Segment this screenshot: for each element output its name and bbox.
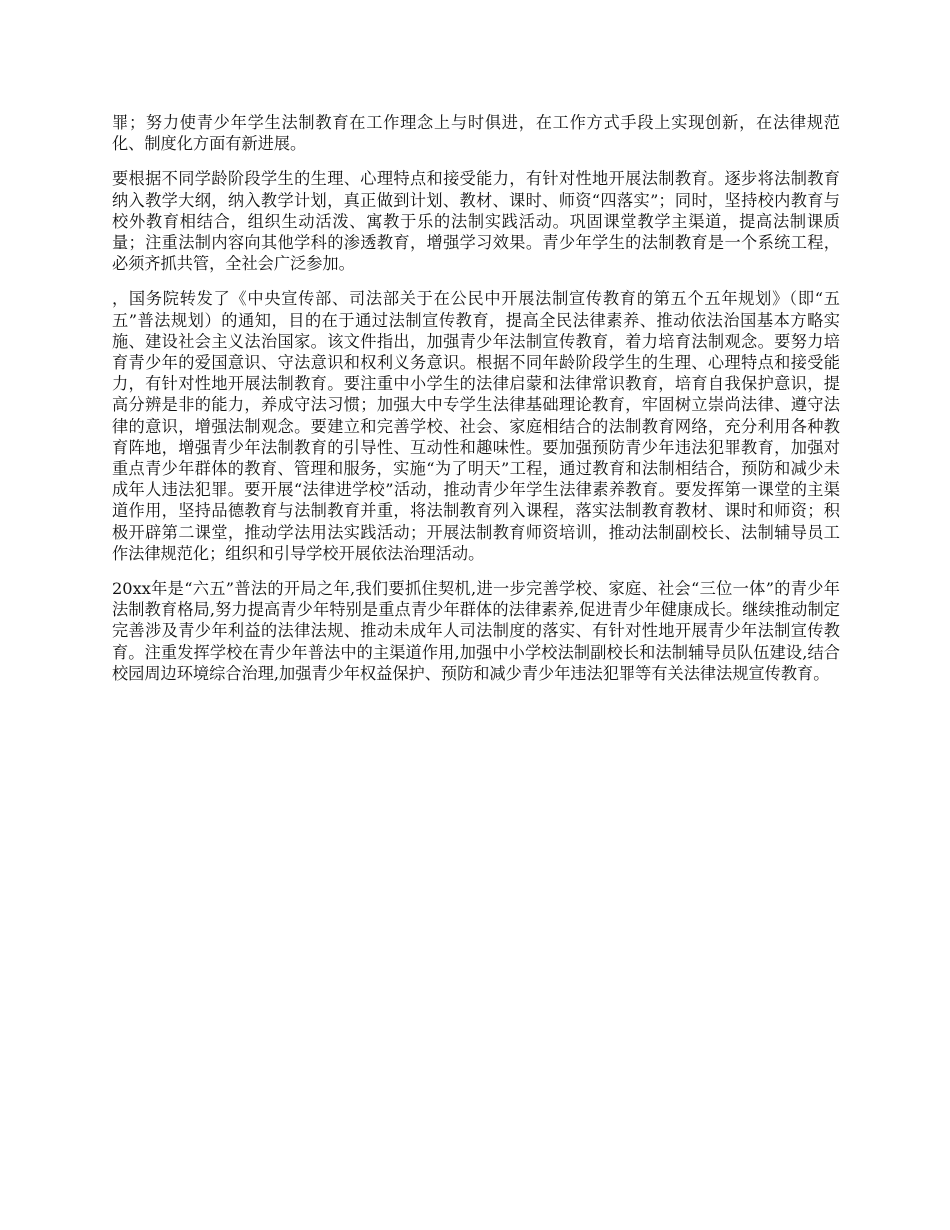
paragraph-3: ，国务院转发了《中央宣传部、司法部关于在公民中开展法制宣传教育的第五个五年规划》（即“五五”普法规划）的通知，目的在于通过法制宣传教育，提高全民法律素养、推动依法治国基本方略实施、建设社会主义法治国家。该文件指出，加强青少年法制宣传教育，着力培育法制观念。要努力培育青少年的爱国意识、守法意识和权利义务意识。根据不同年龄阶段学生的生理、心理特点和接受能力，有针对性地开展法制教育。要注重中小学生的法律启蒙和法律常识教育，培育自我保护意识，提高分辨是非的能力，养成守法习惯；加强大中专学生法律基础理论教育，牢固树立崇尚法律、遵守法律的意识，增强法制观念。要建立和完善学校、社会、家庭相结合的法制教育网络，充分利用各种教育阵地，增强青少年法制教育的引导性、互动性和趣味性。要加强预防青少年违法犯罪教育，加强对重点青少年群体的教育、管理和服务，实施“为了明天”工程，通过教育和法制相结合，预防和减少未成年人违法犯罪。要开展“法律进学校”活动，推动青少年学生法律素养教育。要发挥第一课堂的主渠道作用，坚持品德教育与法制教育并重，将法制教育列入课程，落实法制教育教材、课时和师资；积极开辟第二课堂，推动学法用法实践活动；开展法制教育师资培训，推动法制副校长、法制辅导员工作法律规范化；组织和引导学校开展依法治理活动。 xyxy=(112,289,840,563)
paragraph-1: 罪；努力使青少年学生法制教育在工作理念上与时俱进，在工作方式手段上实现创新，在法律规范化、制度化方面有新进展。 xyxy=(112,113,840,154)
document-body xyxy=(112,112,840,698)
paragraph-2: 要根据不同学龄阶段学生的生理、心理特点和接受能力，有针对性地开展法制教育。逐步将法制教育纳入教学大纲，纳入教学计划，真正做到计划、教材、课时、师资“四落实”；同时，坚持校内教育与校外教育相结合，组织生动活泼、寓教于乐的法制实践活动。巩固课堂教学主渠道，提高法制课质量；注重法制内容向其他学科的渗透教育，增强学习效果。青少年学生的法制教育是一个系统工程，必须齐抓共管，全社会广泛参加。 xyxy=(112,169,840,274)
paragraph-4: 20xx年是“六五”普法的开局之年,我们要抓住契机,进一步完善学校、家庭、社会“三位一体”的青少年法制教育格局,努力提高青少年特别是重点青少年群体的法律素养,促进青少年健康成长。继续推动制定完善涉及青少年利益的法律法规、推动未成年人司法制度的落实、有针对性地开展青少年法制宣传教育。注重发挥学校在青少年普法中的主渠道作用,加强中小学校法制副校长和法制辅导员队伍建设,结合校园周边环境综合治理,加强青少年权益保护、预防和减少青少年违法犯罪等有关法律法规宣传教育。 xyxy=(112,579,840,683)
